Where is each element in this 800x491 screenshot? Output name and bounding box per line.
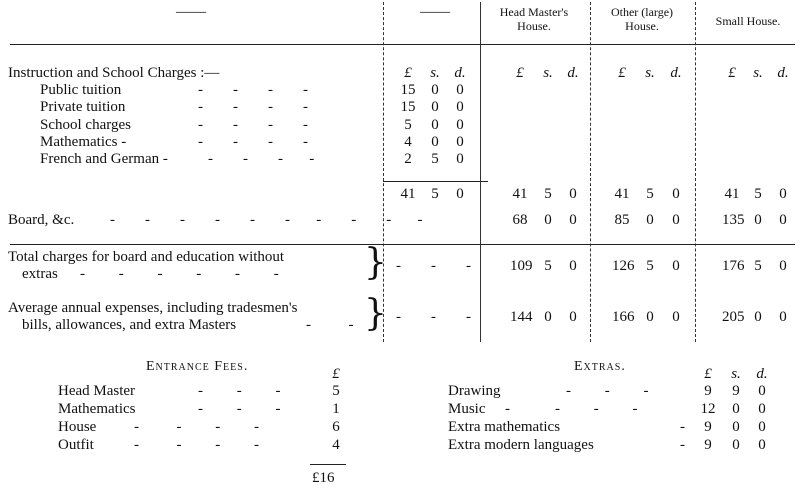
header-col1: —— xyxy=(176,4,206,20)
fee-value: 1 xyxy=(332,401,340,417)
item-shillings: 0 xyxy=(431,82,439,98)
item-pence: 0 xyxy=(456,134,464,150)
column-divider-1 xyxy=(383,2,384,342)
entrance-fees-total: £16 xyxy=(312,470,335,486)
extra-shillings: 0 xyxy=(732,419,740,435)
extra-pence: 0 xyxy=(758,401,766,417)
leader-dots: - - xyxy=(306,317,354,333)
leader-dots: - - - - xyxy=(198,82,308,98)
total-pence: 0 xyxy=(569,186,577,202)
header-head-master: Head Master's House. xyxy=(499,5,569,33)
column-divider-2 xyxy=(480,2,481,342)
unit-l: £ xyxy=(516,65,524,81)
item-pounds: 2 xyxy=(404,151,412,167)
fee-label: Head Master xyxy=(58,383,136,399)
extra-label: Extra mathematics xyxy=(448,419,561,435)
board-label: Board, &c. xyxy=(8,212,75,228)
total-charges-pence: 0 xyxy=(569,258,577,274)
average-pounds: 166 xyxy=(612,309,635,325)
leader-dots: - - - - - - - - - - xyxy=(110,212,423,228)
header-other-large: Other (large) House. xyxy=(610,5,674,33)
average-pounds: 144 xyxy=(510,309,533,325)
average-pounds: 205 xyxy=(722,309,745,325)
total-pence: 0 xyxy=(672,186,680,202)
unit-d: d. xyxy=(756,366,768,382)
total-charges-line2: extras xyxy=(22,266,58,282)
unit-d: d. xyxy=(567,65,579,81)
unit-l: £ xyxy=(404,65,412,81)
extra-label: Drawing xyxy=(448,383,501,399)
total-charges-pounds: 109 xyxy=(510,258,533,274)
leader-dots: - - - - xyxy=(198,134,308,150)
unit-d: d. xyxy=(454,65,466,81)
item-label: School charges xyxy=(40,117,131,133)
header-col2: —— xyxy=(420,4,450,20)
total-pence: 0 xyxy=(456,186,464,202)
extra-pounds: 9 xyxy=(704,419,712,435)
extra-pence: 0 xyxy=(758,383,766,399)
board-pence: 0 xyxy=(569,212,577,228)
item-pounds: 4 xyxy=(404,134,412,150)
total-charges-pounds: 176 xyxy=(722,258,745,274)
leader-dots: - - - xyxy=(396,309,471,325)
entrance-fees-title: Entrance Fees. xyxy=(146,359,249,374)
average-shillings: 0 xyxy=(754,309,762,325)
fee-label: House xyxy=(58,419,97,435)
extra-pence: 0 xyxy=(758,419,766,435)
leader-dots: - - - - xyxy=(134,419,259,435)
average-pence: 0 xyxy=(779,309,787,325)
unit-l: £ xyxy=(728,65,736,81)
unit-d: d. xyxy=(670,65,682,81)
board-pounds: 135 xyxy=(722,212,745,228)
total-pounds: 41 xyxy=(400,186,416,202)
total-charges-shillings: 5 xyxy=(646,258,654,274)
unit-l: £ xyxy=(618,65,626,81)
item-shillings: 0 xyxy=(431,117,439,133)
leader-dots: - - - xyxy=(566,383,649,399)
board-pounds: 68 xyxy=(512,212,528,228)
item-pence: 0 xyxy=(456,117,464,133)
fee-value: 6 xyxy=(332,419,340,435)
brace: } xyxy=(364,293,387,334)
average-pence: 0 xyxy=(569,309,577,325)
average-shillings: 0 xyxy=(646,309,654,325)
board-shillings: 0 xyxy=(646,212,654,228)
unit-s: s. xyxy=(731,366,741,382)
item-pounds: 15 xyxy=(400,99,416,115)
average-line1: Average annual expenses, including tradesmen's xyxy=(8,300,298,316)
entrance-fees-unit: £ xyxy=(332,366,340,382)
extra-shillings: 9 xyxy=(732,383,740,399)
item-label: French and German - xyxy=(40,151,168,167)
total-shillings: 5 xyxy=(544,186,552,202)
average-line2: bills, allowances, and extra Masters xyxy=(22,317,237,333)
total-shillings: 5 xyxy=(431,186,439,202)
extra-label: Extra modern languages xyxy=(448,437,594,453)
fee-label: Mathematics xyxy=(58,401,136,417)
leader-dots: - xyxy=(680,419,685,435)
extra-shillings: 0 xyxy=(732,401,740,417)
total-pounds: 41 xyxy=(724,186,740,202)
item-label: Public tuition xyxy=(40,82,122,98)
unit-d: d. xyxy=(777,65,789,81)
item-pence: 0 xyxy=(456,82,464,98)
item-pounds: 15 xyxy=(400,82,416,98)
unit-l: £ xyxy=(704,366,712,382)
leader-dots: - - - - - - xyxy=(80,266,279,282)
unit-s: s. xyxy=(645,65,655,81)
fee-value: 4 xyxy=(332,437,340,453)
leader-dots: - - - xyxy=(198,383,281,399)
leader-dots: - - - xyxy=(198,401,281,417)
total-charges-pence: 0 xyxy=(672,258,680,274)
total-shillings: 5 xyxy=(754,186,762,202)
item-shillings: 0 xyxy=(431,99,439,115)
header-small: Small House. xyxy=(715,14,781,28)
board-pence: 0 xyxy=(672,212,680,228)
extra-label: Music xyxy=(448,401,486,417)
unit-s: s. xyxy=(543,65,553,81)
item-label: Private tuition xyxy=(40,99,126,115)
total-pence: 0 xyxy=(779,186,787,202)
instruction-title: Instruction and School Charges :— xyxy=(8,65,220,81)
fee-value: 5 xyxy=(332,383,340,399)
leader-dots: - - - - xyxy=(208,151,315,167)
column-divider-4 xyxy=(695,2,696,342)
board-shillings: 0 xyxy=(754,212,762,228)
item-pence: 0 xyxy=(456,151,464,167)
total-charges-shillings: 5 xyxy=(544,258,552,274)
board-shillings: 0 xyxy=(544,212,552,228)
total-rule xyxy=(10,244,795,245)
total-charges-pounds: 126 xyxy=(612,258,635,274)
item-shillings: 5 xyxy=(431,151,439,167)
item-pounds: 5 xyxy=(404,117,412,133)
extra-pounds: 9 xyxy=(704,383,712,399)
unit-s: s. xyxy=(430,65,440,81)
brace: } xyxy=(364,242,387,283)
item-label: Mathematics - xyxy=(40,134,127,150)
total-charges-line1: Total charges for board and education without xyxy=(8,249,285,265)
extra-pence: 0 xyxy=(758,437,766,453)
total-pounds: 41 xyxy=(512,186,528,202)
leader-dots: - xyxy=(680,437,685,453)
fee-label: Outfit xyxy=(58,437,94,453)
board-pence: 0 xyxy=(779,212,787,228)
total-charges-shillings: 5 xyxy=(754,258,762,274)
extra-pounds: 12 xyxy=(700,401,716,417)
leader-dots: - - - - xyxy=(505,401,638,417)
extra-pounds: 9 xyxy=(704,437,712,453)
extras-title: Extras. xyxy=(574,359,626,374)
total-charges-pence: 0 xyxy=(779,258,787,274)
column-divider-3 xyxy=(590,2,591,342)
header-rule xyxy=(10,44,795,45)
item-shillings: 0 xyxy=(431,134,439,150)
subtotal-rule xyxy=(383,181,488,182)
board-pounds: 85 xyxy=(614,212,630,228)
leader-dots: - - - - xyxy=(198,117,308,133)
fees-total-rule xyxy=(310,464,346,465)
leader-dots: - - - - xyxy=(134,437,259,453)
total-pounds: 41 xyxy=(614,186,630,202)
unit-s: s. xyxy=(753,65,763,81)
leader-dots: - - - - xyxy=(198,99,308,115)
leader-dots: - - - xyxy=(396,258,471,274)
extra-shillings: 0 xyxy=(732,437,740,453)
total-shillings: 5 xyxy=(646,186,654,202)
item-pence: 0 xyxy=(456,99,464,115)
average-pence: 0 xyxy=(672,309,680,325)
average-shillings: 0 xyxy=(544,309,552,325)
